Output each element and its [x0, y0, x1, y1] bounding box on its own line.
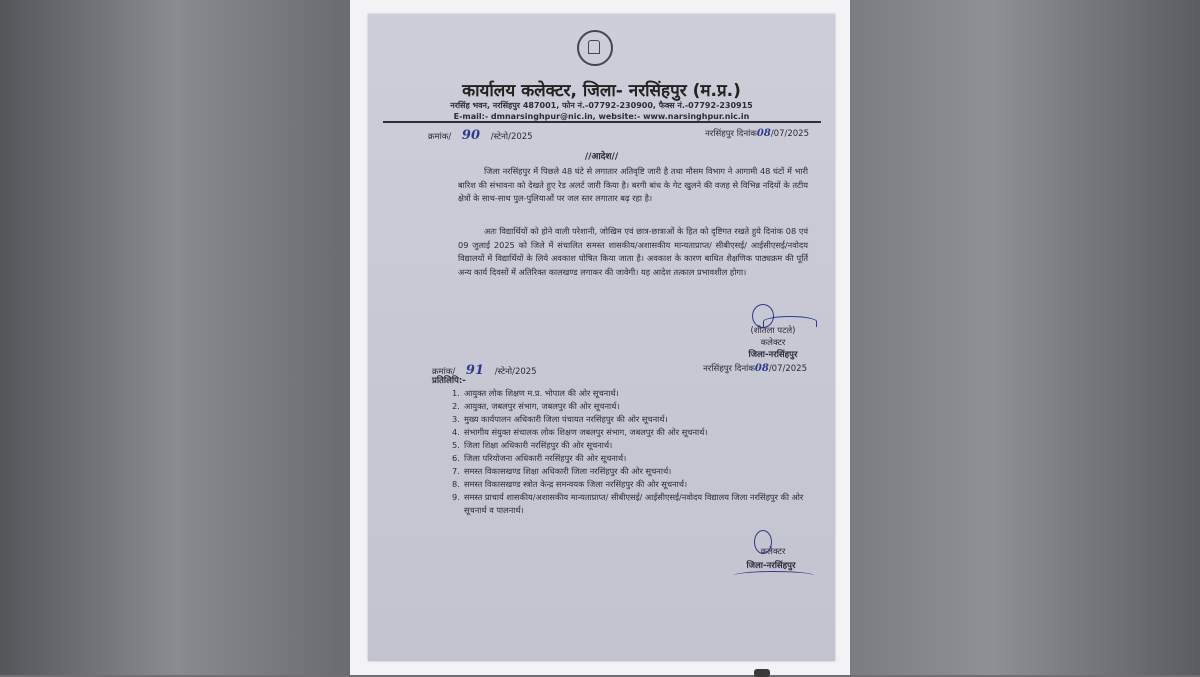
government-emblem-icon	[577, 30, 613, 66]
document-sheet	[368, 14, 835, 661]
list-item: 2. आयुक्त, जबलपुर संभाग, जबलपुर की ओर सूचनार्थ।	[452, 401, 620, 411]
office-contact: E-mail:- dmnarsinghpur@nic.in, website:- www.narsinghpur.nic.in	[453, 112, 750, 121]
copy-number: 91	[465, 363, 485, 378]
signatory-district: जिला-नरसिंहपुर	[748, 350, 798, 360]
order-paragraph-2: अतः विद्यार्थियों को होने वाली परेशानी, जोखिम एवं छात्र-छात्राओं के हित को दृष्टिगत रखते हुये दिनांक 08 एवं 09 जुलाई 2025 को जिले में संचालित समस्त शासकीय/अशासकीय मान्यताप्राप्त/ सीबीएसई/ आईसीएसई/नवोदय विद्यालयों में विद्यार्थियों के लिये अवकाश घोषित किया जाता है। अवकाश के कारण बाधित शैक्षणिक पाठ्यक्रम की पूर्ति अन्य कार्य दिवसों में अतिरिक्त कालखण्ड लगाकर की जावेगी। यह आदेश तत्काल प्रभावशील होगा।	[458, 226, 808, 277]
list-item: 4. संभागीय संयुक्त संचालक लोक शिक्षण जबलपुर संभाग, जबलपुर की ओर सूचनार्थ।	[452, 427, 708, 437]
blurred-background-right	[850, 0, 1200, 675]
order-date: नरसिंहपुर दिनांक08/07/2025	[705, 128, 809, 139]
copy-signatory-district: जिला-नरसिंहपुर	[746, 561, 796, 571]
copy-caption: प्रतिलिपि:-	[432, 376, 466, 386]
copy-recipient-list	[452, 387, 812, 517]
list-item: 8. समस्त विकासखण्ड स्त्रोत केन्द्र समन्वयक जिला नरसिंहपुर की ओर सूचनार्थ।	[452, 479, 688, 489]
signatory-title: कलेक्टर	[760, 338, 786, 348]
list-item: 9. समस्त प्राचार्य शासकीय/अशासकीय मान्यताप्राप्त/ सीबीएसई/ आईसीएसई/नवोदय विद्यालय जिला नरसिंहपुर की ओर सूचनार्थ व पालनार्थ।	[452, 492, 804, 515]
blurred-background-left	[0, 0, 350, 675]
order-reference: क्रमांक/ 90 /स्टेनो/2025	[428, 128, 533, 143]
list-item: 6. जिला परियोजना अधिकारी नरसिंहपुर की ओर सूचनार्थ।	[452, 453, 627, 463]
order-number: 90	[461, 128, 481, 143]
list-item: 5. जिला शिक्षा अधिकारी नरसिंहपुर की ओर सूचनार्थ।	[452, 440, 613, 450]
copy-reference: क्रमांक/ 91 /स्टेनो/2025	[432, 363, 537, 378]
signatory-name: (शीतला पटले)	[750, 326, 796, 336]
office-title: कार्यालय कलेक्टर, जिला- नरसिंहपुर (म.प्र.)	[462, 81, 741, 101]
order-heading: //आदेश//	[584, 152, 619, 162]
signature-stroke-2	[734, 571, 814, 580]
office-address: नरसिंह भवन, नरसिंहपुर 487001, फोन नं.-07792-230900, फैक्स नं.-07792-230915	[450, 101, 753, 110]
header-divider	[383, 121, 821, 123]
order-paragraph-1: जिला नरसिंहपुर में पिछले 48 घंटे से लगातार अतिवृष्टि जारी है तथा मौसम विभाग ने आगामी 48 घंटों में भारी बारिश की संभावना को देखते हुए रेड अलर्ट जारी किया है। बरगी बांध के गेट खुलने की वजह से विभिन्न नदियों के तटीय क्षेत्रों के साथ-साथ पुल-पुलियाओं पर जल स्तर लगातार बढ़ रहा है।	[458, 166, 808, 203]
list-item: 3. मुख्य कार्यपालन अधिकारी जिला पंचायत नरसिंहपुर की ओर सूचनार्थ।	[452, 414, 668, 424]
scroll-indicator	[754, 669, 770, 677]
copy-date: नरसिंहपुर दिनांक08/07/2025	[703, 363, 807, 374]
copy-signatory-title: कलेक्टर	[760, 547, 786, 557]
list-item: 7. समस्त विकासखण्ड शिक्षा अधिकारी जिला नरसिंहपुर की ओर सूचनार्थ।	[452, 466, 672, 476]
list-item: 1. आयुक्त लोक शिक्षण म.प्र. भोपाल की ओर सूचनार्थ।	[452, 388, 619, 398]
